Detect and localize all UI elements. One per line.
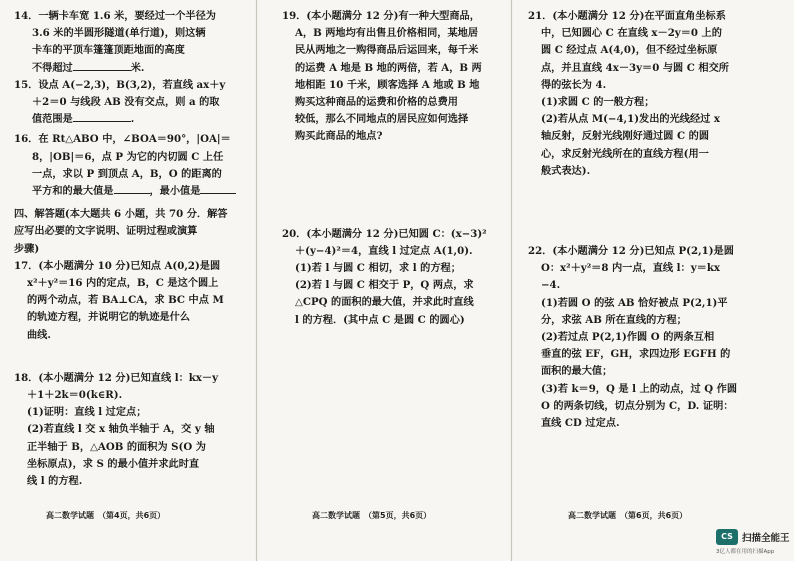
text-line: 直线 CD 过定点. [541, 417, 620, 430]
question-21 [528, 8, 786, 180]
text-line: 分，求弦 AB 所在直线的方程； [541, 313, 687, 326]
scanner-app-name: 扫描全能王 [742, 533, 790, 544]
text-line: 22．(本小题满分 12 分)已知点 P(2,1)是圆 [528, 245, 734, 258]
text-line: ＋1＋2k＝0(k∈R). [27, 389, 123, 402]
divider [511, 0, 512, 561]
text-line: A，B 两地均有出售且价格相同，某地居 [295, 27, 479, 40]
text-line: 14．一辆卡车宽 1.6 米，要经过一个半径为 [14, 10, 216, 22]
text-line: 平方和的最大值是 [32, 185, 114, 198]
section-4-heading [14, 206, 246, 258]
text-line: ，最小值是 [149, 185, 201, 198]
text-line: 点，并且直线 4x－3y＝0 与圆 C 相交所 [541, 61, 729, 74]
text-line: (2)若 l 与圆 C 相交于 P，Q 两点，求 [295, 279, 474, 292]
text-line: 20．(本小题满分 12 分)已知圆 C：(x−3)² [282, 227, 487, 240]
answer-blank [200, 183, 236, 194]
text-line: 曲线. [27, 328, 51, 341]
text-line: 的两个动点，若 BA⊥CA，求 BC 中点 M [27, 294, 224, 307]
text-line: (2)若直线 l 交 x 轴负半轴于 A，交 y 轴 [27, 423, 215, 436]
text-line: 地相距 10 千米，顾客选择 A 地或 B 地 [295, 78, 480, 91]
text-line: 民从两地之一购得商品后运回来，每千米 [295, 44, 479, 57]
text-line: 的运费 A 地是 B 地的两倍，若 A，B 两 [295, 61, 482, 74]
page-footer: 高二数学试题 （第4页，共6页） [46, 511, 166, 520]
column-page-5 [282, 8, 504, 329]
divider [256, 0, 257, 561]
text-line: −4. [541, 279, 561, 292]
text-line: (1)证明：直线 l 过定点； [27, 406, 147, 419]
text-line: 15．设点 A(−2,3)，B(3,2)，若直线 ax＋y [14, 78, 226, 91]
question-17 [14, 258, 246, 344]
text-line: ＋(y−4)²＝4，直线 l 过定点 A(1,0). [295, 244, 473, 257]
text-line: 19．(本小题满分 12 分)有一种大型商品， [282, 10, 480, 22]
text-line: 16．在 Rt△ABO 中，∠BOA＝90°，|OA|＝ [14, 133, 231, 146]
text-line: 线 l 的方程. [27, 475, 83, 488]
text-line: 卡车的平顶车篷篷顶距地面的高度 [32, 44, 185, 57]
text-line: 得的弦长为 4. [541, 78, 607, 91]
text-line: 米. [130, 61, 145, 74]
text-line: (2)若从点 M(−4,1)发出的光线经过 x [541, 113, 720, 126]
text-line: 应写出必要的文字说明、证明过程或演算 [14, 225, 198, 238]
column-page-6 [528, 8, 786, 432]
text-line: 较低，那么不同地点的居民应如何选择 [295, 113, 469, 126]
text-line: 18．(本小题满分 12 分)已知直线 l：kx－y [14, 371, 218, 384]
question-19 [282, 8, 504, 146]
text-line: 正半轴于 B，△AOB 的面积为 S(O 为 [27, 440, 206, 453]
answer-blank [73, 60, 131, 71]
text-line: (1)若圆 O 的弦 AB 恰好被点 P(2,1)平 [541, 296, 728, 309]
text-line: 中，已知圆心 C 在直线 x－2y＝0 上的 [541, 27, 722, 40]
text-line: 一点，求以 P 到顶点 A，B，O 的距离的 [32, 167, 222, 180]
text-line: 圆 C 经过点 A(4,0)，但不经过坐标原 [541, 44, 718, 57]
scanner-logo-icon: CS [716, 529, 738, 545]
text-line: O：x²＋y²＝8 内一点，直线 l：y＝kx [541, 262, 720, 275]
text-line: 步骤) [14, 242, 40, 255]
question-16 [14, 131, 246, 200]
text-line: 垂直的弦 EF，GH，求四边形 EGFH 的 [541, 348, 731, 361]
question-22 [528, 243, 786, 432]
text-line: x²＋y²＝16 内的定点，B，C 是这个圆上 [27, 277, 219, 290]
scanner-tagline: 3亿人都在用的扫描App [716, 549, 775, 555]
page-footer: 高二数学试题 （第6页，共6页） [568, 511, 688, 520]
text-line: 心，求反射光线所在的直线方程(用一 [541, 147, 709, 160]
text-line: O 的两条切线，切点分别为 C，D. 证明： [541, 399, 734, 412]
text-line: 购买这种商品的运费和价格的总费用 [295, 96, 458, 109]
question-15 [14, 77, 246, 129]
text-line: . [130, 113, 135, 126]
answer-blank [73, 111, 131, 122]
text-line: 购买此商品的地点? [295, 130, 383, 143]
column-page-4 [14, 8, 246, 490]
text-line: (1)求圆 C 的一般方程； [541, 96, 655, 109]
text-line: 轴反射，反射光线刚好通过圆 C 的圆 [541, 130, 710, 143]
text-line: (1)若 l 与圆 C 相切，求 l 的方程； [295, 262, 461, 275]
question-18 [14, 370, 246, 490]
text-line: (2)若过点 P(2,1)作圆 O 的两条互相 [541, 331, 715, 344]
text-line: 8，|OB|＝6，点 P 为它的内切圆 C 上任 [32, 150, 224, 163]
text-line: 17．(本小题满分 10 分)已知点 A(0,2)是圆 [14, 259, 221, 272]
text-line: △CPQ 的面积的最大值，并求此时直线 [295, 296, 474, 309]
text-line: 不得超过 [32, 61, 73, 74]
text-line: 般式表达). [541, 164, 591, 177]
text-line: 值范围是 [32, 113, 73, 126]
question-14 [14, 8, 246, 77]
question-20 [282, 226, 504, 329]
text-line: 面积的最大值； [541, 365, 613, 378]
text-line: 的轨迹方程，并说明它的轨迹是什么 [27, 311, 190, 324]
text-line: l 的方程．(其中点 C 是圆 C 的圆心) [295, 313, 465, 326]
text-line: 四、解答题(本大题共 6 小题，共 70 分．解答 [14, 208, 228, 221]
page-footer: 高二数学试题 （第5页，共6页） [312, 511, 432, 520]
text-line: ＋2＝0 与线段 AB 没有交点，则 a 的取 [32, 96, 220, 109]
text-line: 21．(本小题满分 12 分)在平面直角坐标系 [528, 10, 726, 22]
answer-blank [114, 183, 150, 194]
text-line: (3)若 k＝9，Q 是 l 上的动点，过 Q 作圆 [541, 382, 738, 395]
text-line: 坐标原点)，求 S 的最小值并求此时直 [27, 457, 200, 470]
text-line: 3.6 米的半圆形隧道(单行道)，则这辆 [32, 27, 206, 40]
